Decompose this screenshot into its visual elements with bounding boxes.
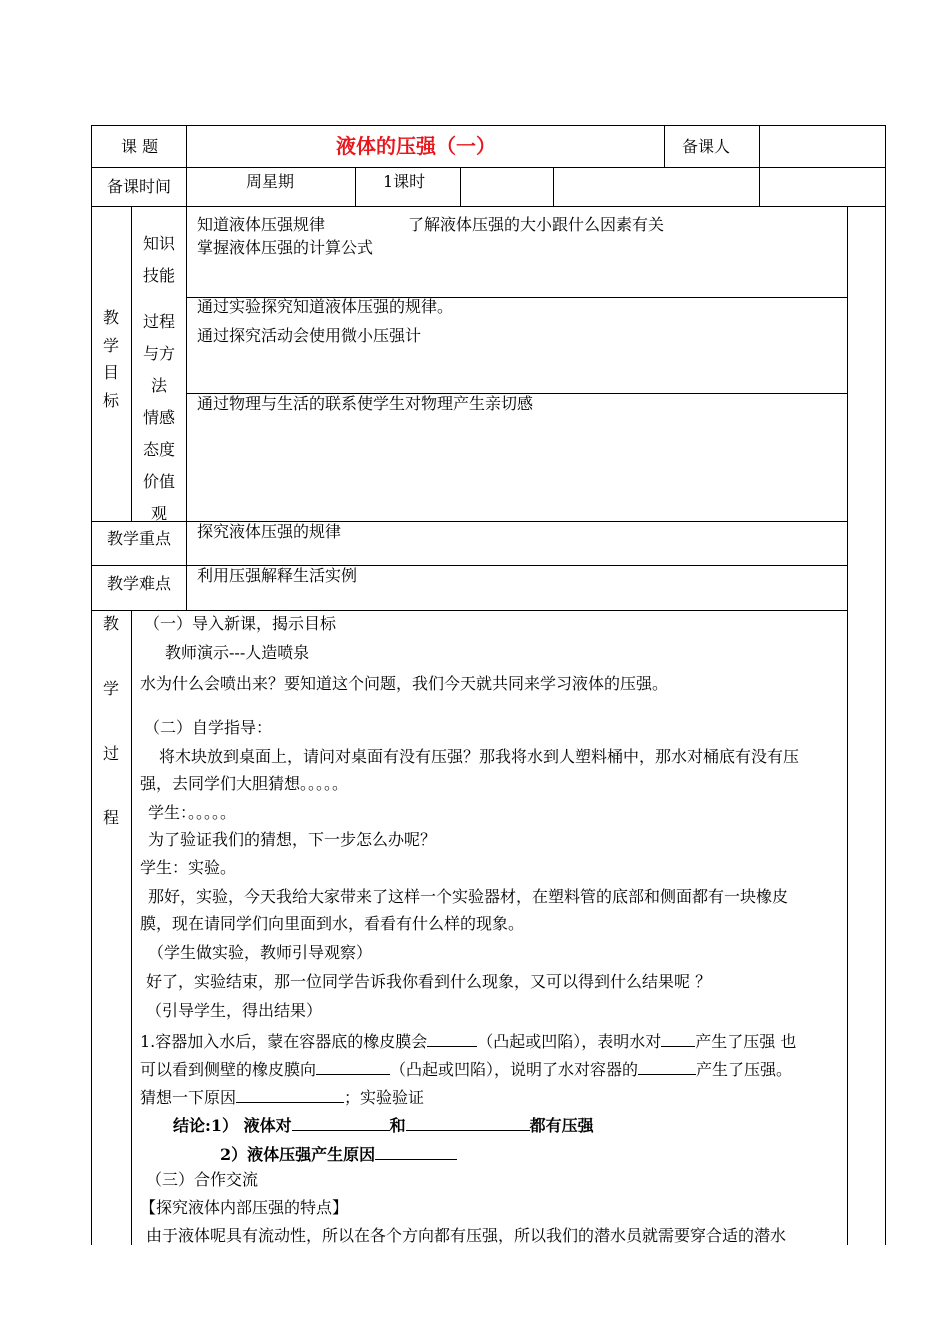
prep-time-label: 备课时间 [107, 177, 172, 196]
knowledge-line-1a: 知道液体压强规律 [197, 215, 326, 234]
page-title: 液体的压强（一） [336, 134, 496, 158]
blank [406, 1116, 530, 1131]
blank [375, 1145, 457, 1160]
text-line: 【探究液体内部压强的特点】 [140, 1198, 349, 1217]
fill-blank-line: 1.容器加入水后，蒙在容器底的橡皮膜会 （凸起或凹陷），表明水对 产生了压强 也 [140, 1032, 797, 1051]
blank [292, 1116, 390, 1131]
blank [427, 1032, 477, 1047]
process-line-2: 通过探究活动会使用微小压强计 [197, 326, 422, 345]
week-label: 周星期 [246, 172, 295, 191]
emotion-line-1: 通过物理与生活的联系使学生对物理产生亲切感 [197, 394, 534, 413]
text-line: 水为什么会喷出来？要知道这个问题，我们今天就共同来学习液体的压强。 [140, 674, 669, 693]
process-line-1: 通过实验探究知道液体压强的规律。 [197, 297, 454, 316]
text-line: 那好，实验，今天我给大家带来了这样一个实验器材，在塑料管的底部和侧面都有一块橡皮 [148, 887, 789, 906]
key-point-text: 探究液体压强的规律 [197, 522, 342, 541]
knowledge-line-1b: 了解液体压强的大小跟什么因素有关 [408, 215, 665, 234]
text-line: 将木块放到桌面上，请问对桌面有没有压强？那我将水到人塑料桶中，那水对桶底有没有压 [159, 747, 800, 766]
blank [236, 1088, 344, 1103]
difficulty-text: 利用压强解释生活实例 [197, 566, 358, 585]
blank [638, 1060, 696, 1075]
text-line: 为了验证我们的猜想，下一步怎么办呢？ [148, 830, 437, 849]
text-line: （引导学生，得出结果） [146, 1001, 323, 1020]
difficulty-label: 教学难点 [107, 574, 172, 593]
author-label: 备课人 [682, 137, 731, 156]
text-line: 教师演示---人造喷泉 [165, 643, 310, 662]
conclusion-line-1: 结论:1） 液体对 和 都有压强 [173, 1116, 594, 1135]
blank [661, 1032, 695, 1047]
fill-blank-line: 猜想一下原因 ；实验验证 [140, 1088, 425, 1107]
text-line: 学生：。。。。。 [148, 803, 237, 822]
key-point-label: 教学重点 [107, 529, 172, 548]
text-line: （一）导入新课，揭示目标 [144, 614, 337, 633]
text-line: 由于液体呢具有流动性，所以在各个方向都有压强，所以我们的潜水员就需要穿合适的潜水 [146, 1226, 787, 1245]
text-line: （三）合作交流 [146, 1170, 259, 1189]
text-line: （学生做实验，教师引导观察） [148, 943, 373, 962]
text-line: 膜，现在请同学们向里面到水，看看有什么样的现象。 [140, 914, 525, 933]
text-line: 好了，实验结束，那一位同学告诉我你看到什么现象，又可以得到什么结果呢 ？ [146, 972, 712, 991]
knowledge-line-2: 掌握液体压强的计算公式 [197, 238, 374, 257]
conclusion-line-2: 2）液体压强产生原因 [220, 1145, 457, 1163]
text-line: 强，去同学们大胆猜想。。。。。 [140, 774, 349, 793]
text-line: 学生：实验。 [140, 858, 237, 877]
hours-label: 1课时 [383, 172, 426, 191]
blank [316, 1060, 390, 1075]
topic-label: 课 题 [121, 137, 159, 156]
text-line: （二）自学指导： [144, 718, 273, 737]
fill-blank-line: 可以看到侧壁的橡皮膜向 （凸起或凹陷），说明了水对容器的 产生了压强。 [140, 1060, 793, 1079]
